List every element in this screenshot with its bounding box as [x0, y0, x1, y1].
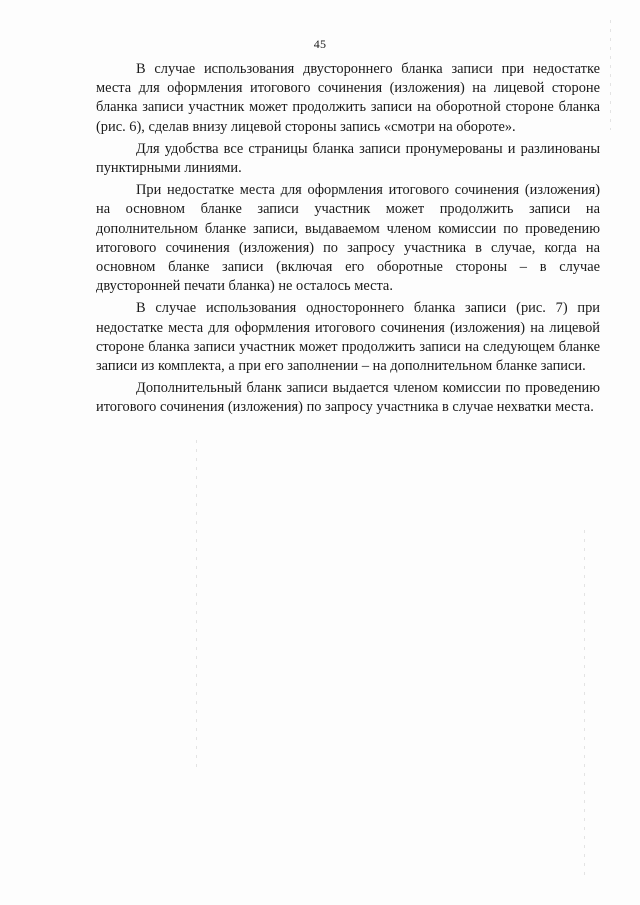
paragraph-one-sided-form: В случае использования одностороннего бланка записи (рис. 7) при недостатке места для оформления итогового сочинения (изложения) на лицевой стороне бланка записи участник может продолжить записи на следующем бланке записи из комплекта, а при его заполнении – на дополнительном бланке записи.: [96, 300, 600, 375]
paragraph-additional-form: При недостатке места для оформления итогового сочинения (изложения) на основном бланке записи участник может продолжить записи на дополнительном бланке записи, выдаваемом членом комиссии по проведению итогового сочинения (изложения) по запросу участника в случае, когда на основном бланке записи (включая его оборотные стороны – в случае двусторонней печати бланка) не осталось места.: [96, 182, 600, 295]
paragraph-issuance: Дополнительный бланк записи выдается членом комиссии по проведению итогового сочинения (изложения) по запросу участника в случае нехватки места.: [96, 380, 600, 416]
page-number: 45: [313, 37, 327, 51]
scan-artifact: [196, 440, 197, 770]
paragraph-page-numbering: Для удобства все страницы бланка записи пронумерованы и разлинованы пунктирными линиями.: [96, 140, 600, 177]
paragraph-two-sided-form: В случае использования двустороннего бланка записи при недостатке места для оформления итогового сочинения (изложения) на лицевой стороне бланка записи участник может продолжить записи на оборотной стороне бланка (рис. 6), сделав внизу лицевой стороны запись «смотри на обороте».: [96, 61, 600, 135]
scan-artifact: [610, 20, 611, 130]
document-body: [96, 60, 600, 421]
scan-artifact: [584, 530, 585, 880]
